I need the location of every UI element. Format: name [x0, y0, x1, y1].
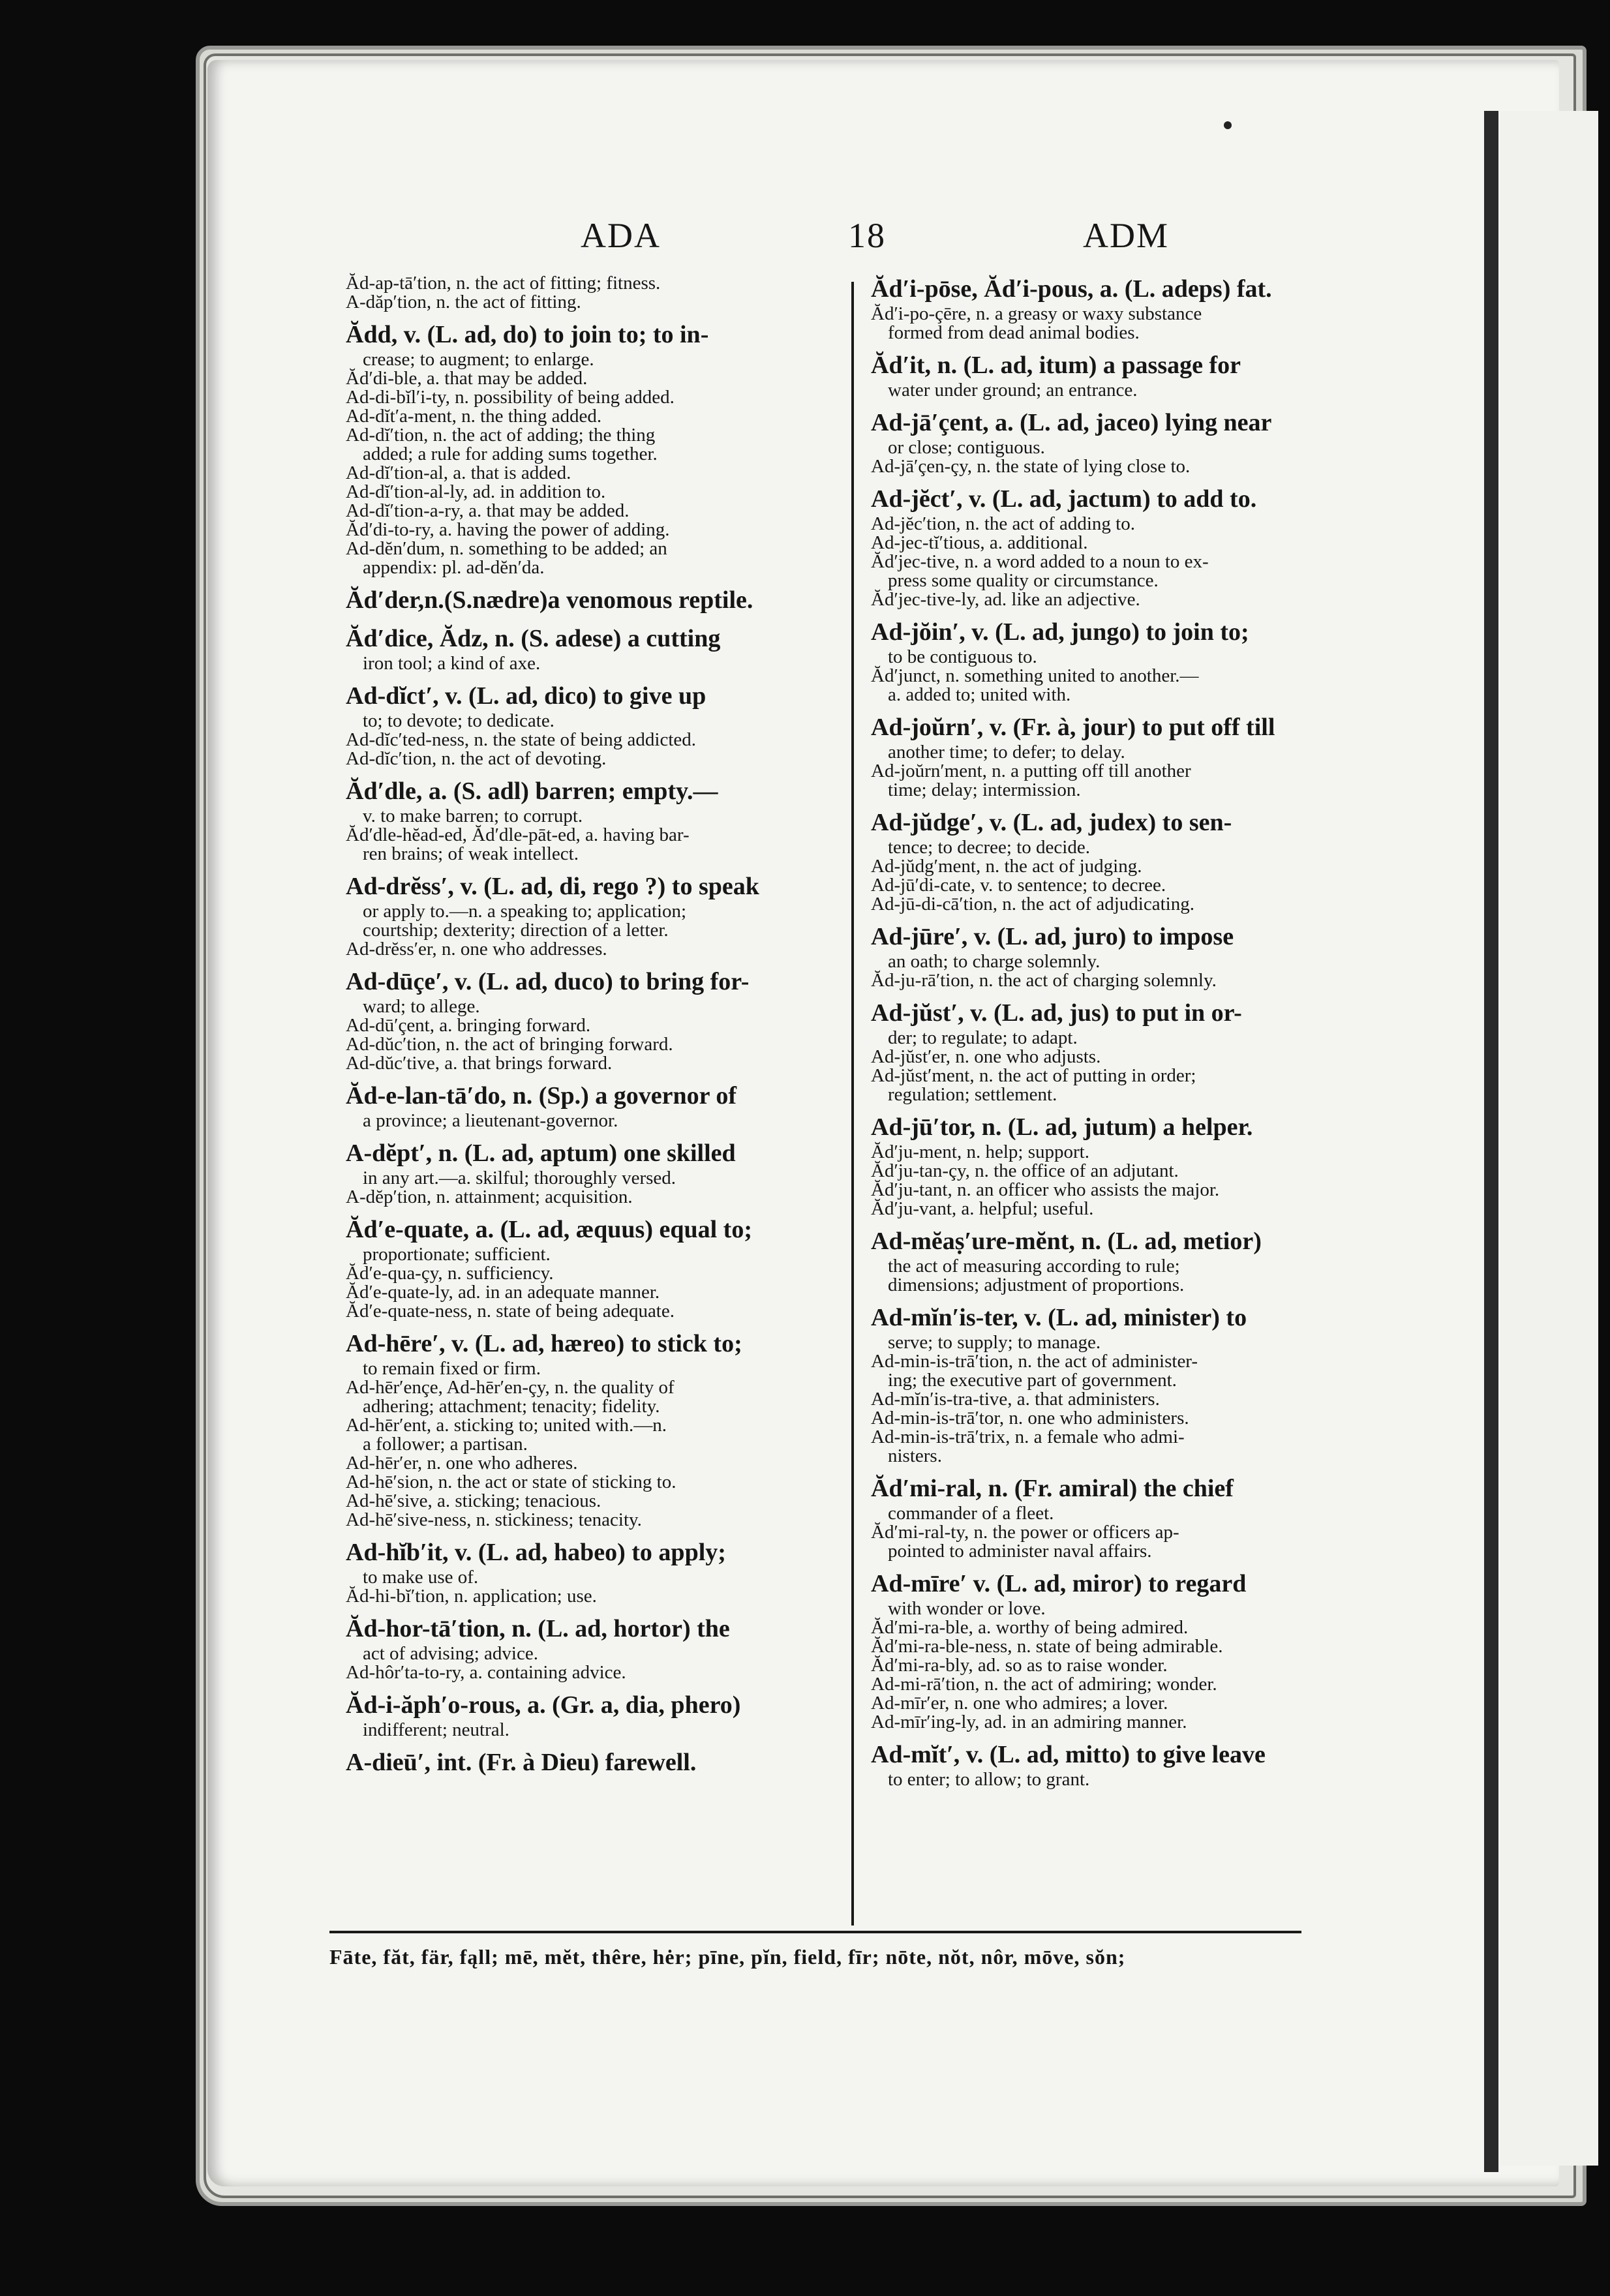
headword-line: Ad-jūre′, v. (L. ad, juro) to impose — [871, 923, 1234, 950]
definition-continuation: ward; to allege. — [363, 996, 480, 1017]
sub-entry: Ad-joŭrn′ment, n. a putting off till another — [871, 761, 1191, 781]
definition-continuation: commander of a fleet. — [888, 1503, 1054, 1524]
headword-line: Ad-jĕct′, v. (L. ad, jactum) to add to. — [871, 485, 1257, 513]
sub-entry: Ad-dŭc′tion, n. the act of bringing forward. — [346, 1034, 673, 1055]
sub-entry: Ad-hēr′ençe, Ad-hēr′en-çy, n. the quality of — [346, 1377, 675, 1398]
sub-entry: Ad-jŭdg′ment, n. the act of judging. — [871, 856, 1142, 877]
definition-continuation: to remain fixed or firm. — [363, 1358, 541, 1379]
sub-entry: Ăd′ju-tant, n. an officer who assists the major. — [871, 1179, 1220, 1200]
definition-continuation: a follower; a partisan. — [363, 1434, 528, 1455]
definition-continuation: pointed to administer naval affairs. — [888, 1541, 1152, 1562]
definition-continuation: a. added to; united with. — [888, 684, 1071, 705]
footer-rule — [329, 1931, 1301, 1933]
headword-line: Ad-mīre′ v. (L. ad, miror) to regard — [871, 1570, 1247, 1597]
sub-entry: Ad-jŭst′ment, n. the act of putting in order; — [871, 1065, 1196, 1086]
definition-continuation: proportionate; sufficient. — [363, 1244, 551, 1265]
sub-entry: Ad-jā′çen-çy, n. the state of lying close to. — [871, 456, 1191, 477]
sub-entry: Ăd′e-qua-çy, n. sufficiency. — [346, 1263, 554, 1284]
headword-line: Ad-hēre′, v. (L. ad, hæreo) to stick to; — [346, 1330, 742, 1357]
headword-line: Ad-dūçe′, v. (L. ad, duco) to bring for- — [346, 968, 750, 995]
headword-line: Ăd′e-quate, a. (L. ad, æquus) equal to; — [346, 1216, 752, 1243]
definition-continuation: to enter; to allow; to grant. — [888, 1769, 1090, 1790]
definition-continuation: to; to devote; to dedicate. — [363, 710, 554, 731]
headword-line: Ăd-e-lan-tā′do, n. (Sp.) a governor of — [346, 1082, 737, 1110]
definition-continuation: crease; to augment; to enlarge. — [363, 349, 594, 370]
definition-continuation: appendix: pl. ad-dĕn′da. — [363, 557, 545, 578]
headword-line: Ad-jŏin′, v. (L. ad, jungo) to join to; — [871, 618, 1249, 646]
sub-entry: Ad-hēr′er, n. one who adheres. — [346, 1453, 578, 1473]
headword-line: Ăd′dice, Ădz, n. (S. adese) a cutting — [346, 625, 721, 652]
definition-continuation: a province; a lieutenant-governor. — [363, 1110, 618, 1131]
sub-entry: Ad-hôr′ta-to-ry, a. containing advice. — [346, 1662, 626, 1683]
sub-entry: Ad-dŭc′tive, a. that brings forward. — [346, 1053, 613, 1074]
headword-line: A-dieū′, int. (Fr. à Dieu) farewell. — [346, 1749, 697, 1776]
sub-entry: Ăd′mi-ra-ble-ness, n. state of being admirable. — [871, 1636, 1223, 1657]
definition-continuation: or apply to.—n. a speaking to; application; — [363, 901, 687, 922]
headword-line: Ad-mĭt′, v. (L. ad, mitto) to give leave — [871, 1741, 1266, 1768]
sub-entry: Ad-jec-tĭ′tious, a. additional. — [871, 532, 1088, 553]
sub-entry: Ăd′e-quate-ly, ad. in an adequate manner. — [346, 1282, 660, 1303]
header-right-guide-word: ADM — [1083, 216, 1170, 255]
sub-entry: Ad-min-is-trā′trix, n. a female who admi- — [871, 1427, 1185, 1447]
sub-entry: Ad-mĭn′is-tra-tive, a. that administers. — [871, 1389, 1160, 1410]
left-column — [346, 274, 842, 1778]
definition-continuation: der; to regulate; to adapt. — [888, 1027, 1078, 1048]
sub-entry: Ad-dĭc′ted-ness, n. the state of being addicted. — [346, 729, 697, 750]
sub-entry: Ad-hē′sive, a. sticking; tenacious. — [346, 1490, 601, 1511]
definition-continuation: or close; contiguous. — [888, 437, 1045, 458]
sub-entry: Ăd′di-to-ry, a. having the power of adding. — [346, 519, 670, 540]
definition-continuation: iron tool; a kind of axe. — [363, 653, 541, 674]
headword-line: Ăd′mi-ral, n. (Fr. amiral) the chief — [871, 1475, 1234, 1502]
sub-entry: Ăd′jec-tive-ly, ad. like an adjective. — [871, 589, 1140, 610]
sub-entry: Ăd′jec-tive, n. a word added to a noun to ex- — [871, 551, 1209, 572]
definition-continuation: to be contiguous to. — [888, 646, 1037, 667]
headword-line: Ad-jŭdge′, v. (L. ad, judex) to sen- — [871, 809, 1232, 836]
sub-entry: Ăd′i-po-çēre, n. a greasy or waxy substance — [871, 303, 1202, 324]
sub-entry: Ăd′dle-hĕad-ed, Ăd′dle-pāt-ed, a. having bar- — [346, 824, 690, 845]
definition-continuation: regulation; settlement. — [888, 1084, 1057, 1105]
sub-entry: Ad-mi-rā′tion, n. the act of admiring; wonder. — [871, 1674, 1217, 1695]
sub-entry: Ăd′ju-vant, a. helpful; useful. — [871, 1198, 1094, 1219]
sub-entry: Ad-dĭ′tion-al, a. that is added. — [346, 462, 571, 483]
sub-entry: Ăd-ju-rā′tion, n. the act of charging solemnly. — [871, 970, 1217, 991]
definition-continuation: press some quality or circumstance. — [888, 570, 1159, 591]
headword-line: Ad-dĭct′, v. (L. ad, dico) to give up — [346, 682, 706, 710]
headword-line: Ad-jū′tor, n. (L. ad, jutum) a helper. — [871, 1113, 1253, 1141]
sub-entry: Ad-dū′çent, a. bringing forward. — [346, 1015, 591, 1036]
definition-continuation: water under ground; an entrance. — [888, 380, 1138, 400]
definition-continuation: tence; to decree; to decide. — [888, 837, 1090, 858]
running-header — [0, 215, 1610, 267]
sub-entry: Ăd′ju-tan-çy, n. the office of an adjutant. — [871, 1160, 1179, 1181]
sub-entry: Ad-dĭ′tion-a-ry, a. that may be added. — [346, 500, 630, 521]
headword-line: Ăd-hor-tā′tion, n. (L. ad, hortor) the — [346, 1615, 730, 1642]
sub-entry: Ăd′ju-ment, n. help; support. — [871, 1141, 1089, 1162]
sub-entry: Ad-mīr′er, n. one who admires; a lover. — [871, 1693, 1168, 1714]
sub-entry: Ad-drĕss′er, n. one who addresses. — [346, 939, 607, 959]
headword-line: Ad-mĭn′is-ter, v. (L. ad, minister) to — [871, 1304, 1247, 1331]
headword-line: Ăd′it, n. (L. ad, itum) a passage for — [871, 352, 1241, 379]
headword-line: Ad-jŭst′, v. (L. ad, jus) to put in or- — [871, 999, 1242, 1027]
headword-line: Ad-mĕaṣ′ure-mĕnt, n. (L. ad, metior) — [871, 1228, 1262, 1255]
definition-continuation: ing; the executive part of government. — [888, 1370, 1177, 1391]
headword-line: Ăd′der,n.(S.nædre)a venomous reptile. — [346, 586, 753, 614]
pronunciation-key: Fāte, făt, fär, fąll; mē, mĕt, thêre, hėr; pīne, pĭn, field, fīr; nōte, nŏt, nôr, mōve, sŏn; — [329, 1945, 1126, 1969]
definition-continuation: an oath; to charge solemnly. — [888, 951, 1101, 972]
definition-continuation: courtship; dexterity; direction of a letter. — [363, 920, 669, 941]
headword-line: Ad-jā′çent, a. (L. ad, jaceo) lying near — [871, 409, 1272, 436]
sub-entry: Ăd′e-quate-ness, n. state of being adequate. — [346, 1301, 675, 1322]
definition-continuation: time; delay; intermission. — [888, 779, 1081, 800]
sub-entry: A-dăp′tion, n. the act of fitting. — [346, 292, 581, 312]
definition-continuation: nisters. — [888, 1445, 942, 1466]
adjacent-page — [1500, 111, 1598, 2166]
sub-entry: Ăd′di-ble, a. that may be added. — [346, 368, 588, 389]
definition-continuation: to make use of. — [363, 1567, 479, 1588]
definition-continuation: indifferent; neutral. — [363, 1719, 509, 1740]
headword-line: Ad-joŭrn′, v. (Fr. à, jour) to put off till — [871, 714, 1275, 741]
sub-entry: Ad-hēr′ent, a. sticking to; united with.—n. — [346, 1415, 667, 1436]
sub-entry: Ad-di-bĭl′i-ty, n. possibility of being added. — [346, 387, 675, 408]
column-rule — [851, 282, 854, 1926]
definition-continuation: formed from dead animal bodies. — [888, 322, 1140, 343]
definition-continuation: the act of measuring according to rule; — [888, 1256, 1180, 1276]
sub-entry: Ad-dĕn′dum, n. something to be added; an — [346, 538, 667, 559]
headword-line: Ad-drĕss′, v. (L. ad, di, rego ?) to speak — [346, 873, 759, 900]
definition-continuation: dimensions; adjustment of proportions. — [888, 1275, 1185, 1295]
gutter-shadow — [1484, 111, 1498, 2172]
definition-continuation: adhering; attachment; tenacity; fidelity. — [363, 1396, 660, 1417]
sub-entry: Ad-dĭ′tion-al-ly, ad. in addition to. — [346, 481, 606, 502]
page-number: 18 — [848, 216, 886, 255]
sub-entry: Ăd′mi-ra-bly, ad. so as to raise wonder. — [871, 1655, 1168, 1676]
definition-continuation: serve; to supply; to manage. — [888, 1332, 1101, 1353]
headword-line: Ăd′dle, a. (S. adl) barren; empty.— — [346, 778, 718, 805]
right-column — [871, 274, 1354, 1789]
sub-entry: Ăd-hi-bĭ′tion, n. application; use. — [346, 1586, 597, 1607]
headword-line: A-dĕpt′, n. (L. ad, aptum) one skilled — [346, 1140, 736, 1167]
speck — [1224, 121, 1232, 129]
sub-entry: Ad-jū′di-cate, v. to sentence; to decree. — [871, 875, 1166, 896]
sub-entry: Ăd′mi-ral-ty, n. the power or officers ap- — [871, 1522, 1179, 1543]
sub-entry: Ăd-ap-tā′tion, n. the act of fitting; fitness. — [346, 273, 661, 294]
sub-entry: Ad-jū-di-cā′tion, n. the act of adjudicating. — [871, 894, 1194, 914]
sub-entry: Ad-min-is-trā′tor, n. one who administers. — [871, 1408, 1189, 1428]
sub-entry: A-dĕp′tion, n. attainment; acquisition. — [346, 1186, 633, 1207]
sub-entry: Ad-mīr′ing-ly, ad. in an admiring manner. — [871, 1712, 1187, 1732]
sub-entry: Ad-dĭc′tion, n. the act of devoting. — [346, 748, 607, 769]
sub-entry: Ad-hē′sion, n. the act or state of sticking to. — [346, 1472, 676, 1492]
sub-entry: Ăd′mi-ra-ble, a. worthy of being admired. — [871, 1617, 1189, 1638]
definition-continuation: in any art.—a. skilful; thoroughly versed. — [363, 1168, 676, 1188]
definition-continuation: v. to make barren; to corrupt. — [363, 806, 583, 826]
headword-line: Ădd, v. (L. ad, do) to join to; to in- — [346, 321, 709, 348]
sub-entry: Ad-dĭ′tion, n. the act of adding; the thing — [346, 425, 656, 446]
definition-continuation: act of advising; advice. — [363, 1643, 538, 1664]
definition-continuation: added; a rule for adding sums together. — [363, 444, 658, 464]
definition-continuation: with wonder or love. — [888, 1598, 1046, 1619]
definition-continuation: another time; to defer; to delay. — [888, 742, 1125, 763]
header-left-guide-word: ADA — [581, 216, 661, 255]
sub-entry: Ad-dĭt′a-ment, n. the thing added. — [346, 406, 602, 427]
sub-entry: Ad-jĕc′tion, n. the act of adding to. — [871, 513, 1135, 534]
headword-line: Ăd-i-ăph′o-rous, a. (Gr. a, dia, phero) — [346, 1691, 741, 1719]
definition-continuation: ren brains; of weak intellect. — [363, 843, 579, 864]
sub-entry: Ăd′junct, n. something united to another.— — [871, 665, 1199, 686]
headword-line: Ăd′i-pōse, Ăd′i-pous, a. (L. adeps) fat. — [871, 275, 1272, 303]
sub-entry: Ad-min-is-trā′tion, n. the act of administer- — [871, 1351, 1198, 1372]
sub-entry: Ad-jŭst′er, n. one who adjusts. — [871, 1046, 1101, 1067]
headword-line: Ad-hĭb′it, v. (L. ad, habeo) to apply; — [346, 1539, 726, 1566]
sub-entry: Ad-hē′sive-ness, n. stickiness; tenacity. — [346, 1509, 642, 1530]
